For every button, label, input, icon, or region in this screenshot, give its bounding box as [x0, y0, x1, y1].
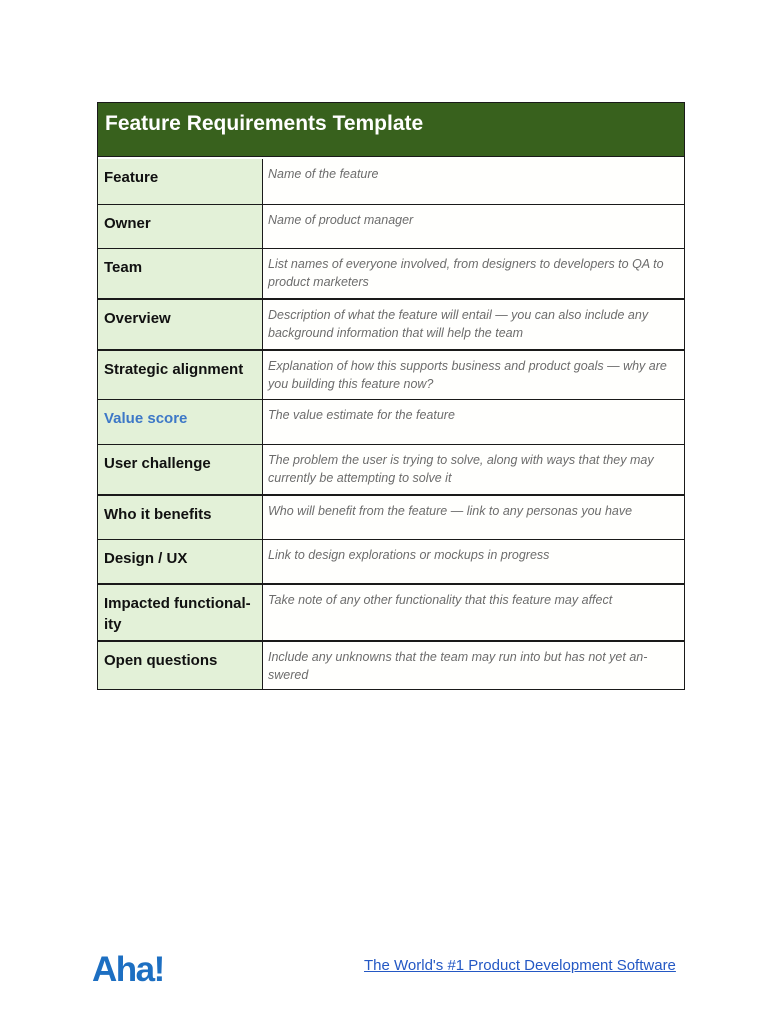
table-row	[98, 583, 684, 640]
table-row	[98, 539, 684, 583]
row-label-owner: Owner	[98, 205, 263, 248]
row-value-open-questions: Include any unknowns that the team may run into but has not yet an-swered	[263, 642, 684, 689]
product-development-software-link[interactable]: The World's #1 Product Development Software	[364, 957, 676, 974]
table-row	[98, 640, 684, 689]
table-row	[98, 248, 684, 298]
table-row	[98, 494, 684, 539]
row-value-owner: Name of product manager	[263, 205, 684, 248]
row-label-who-it-benefits: Who it benefits	[98, 496, 263, 539]
row-label-design-ux: Design / UX	[98, 540, 263, 583]
row-label-user-challenge: User challenge	[98, 445, 263, 494]
row-label-strategic-alignment: Strategic alignment	[98, 351, 263, 399]
row-label-feature: Feature	[98, 159, 263, 204]
table-row	[98, 444, 684, 494]
row-label-overview: Overview	[98, 300, 263, 349]
row-value-team: List names of everyone involved, from designers to developers to QA to product marketers	[263, 249, 684, 298]
row-value-design-ux: Link to design explorations or mockups in progress	[263, 540, 684, 583]
row-label-team: Team	[98, 249, 263, 298]
table-row	[98, 298, 684, 349]
aha-logo: Aha!	[92, 950, 164, 989]
table-title: Feature Requirements Template	[98, 103, 684, 157]
row-label-value-score-link[interactable]: Value score	[98, 400, 263, 444]
row-value-strategic-alignment: Explanation of how this supports business and product goals — why are you building this feature now?	[263, 351, 684, 399]
table-row	[98, 399, 684, 444]
table-row	[98, 204, 684, 248]
table-row	[98, 349, 684, 399]
row-value-value-score: The value estimate for the feature	[263, 400, 684, 444]
row-value-impacted-functionality: Take note of any other functionality that this feature may affect	[263, 585, 684, 640]
row-value-feature: Name of the feature	[263, 159, 684, 204]
row-value-user-challenge: The problem the user is trying to solve, along with ways that they may currently be attempting to solve it	[263, 445, 684, 494]
row-value-overview: Description of what the feature will entail — you can also include any background information that will help the team	[263, 300, 684, 349]
row-label-open-questions: Open questions	[98, 642, 263, 689]
row-value-who-it-benefits: Who will benefit from the feature — link to any personas you have	[263, 496, 684, 539]
feature-requirements-table	[97, 102, 685, 690]
table-row	[98, 157, 684, 204]
row-label-impacted-functionality: Impacted functional-ity	[98, 585, 263, 640]
